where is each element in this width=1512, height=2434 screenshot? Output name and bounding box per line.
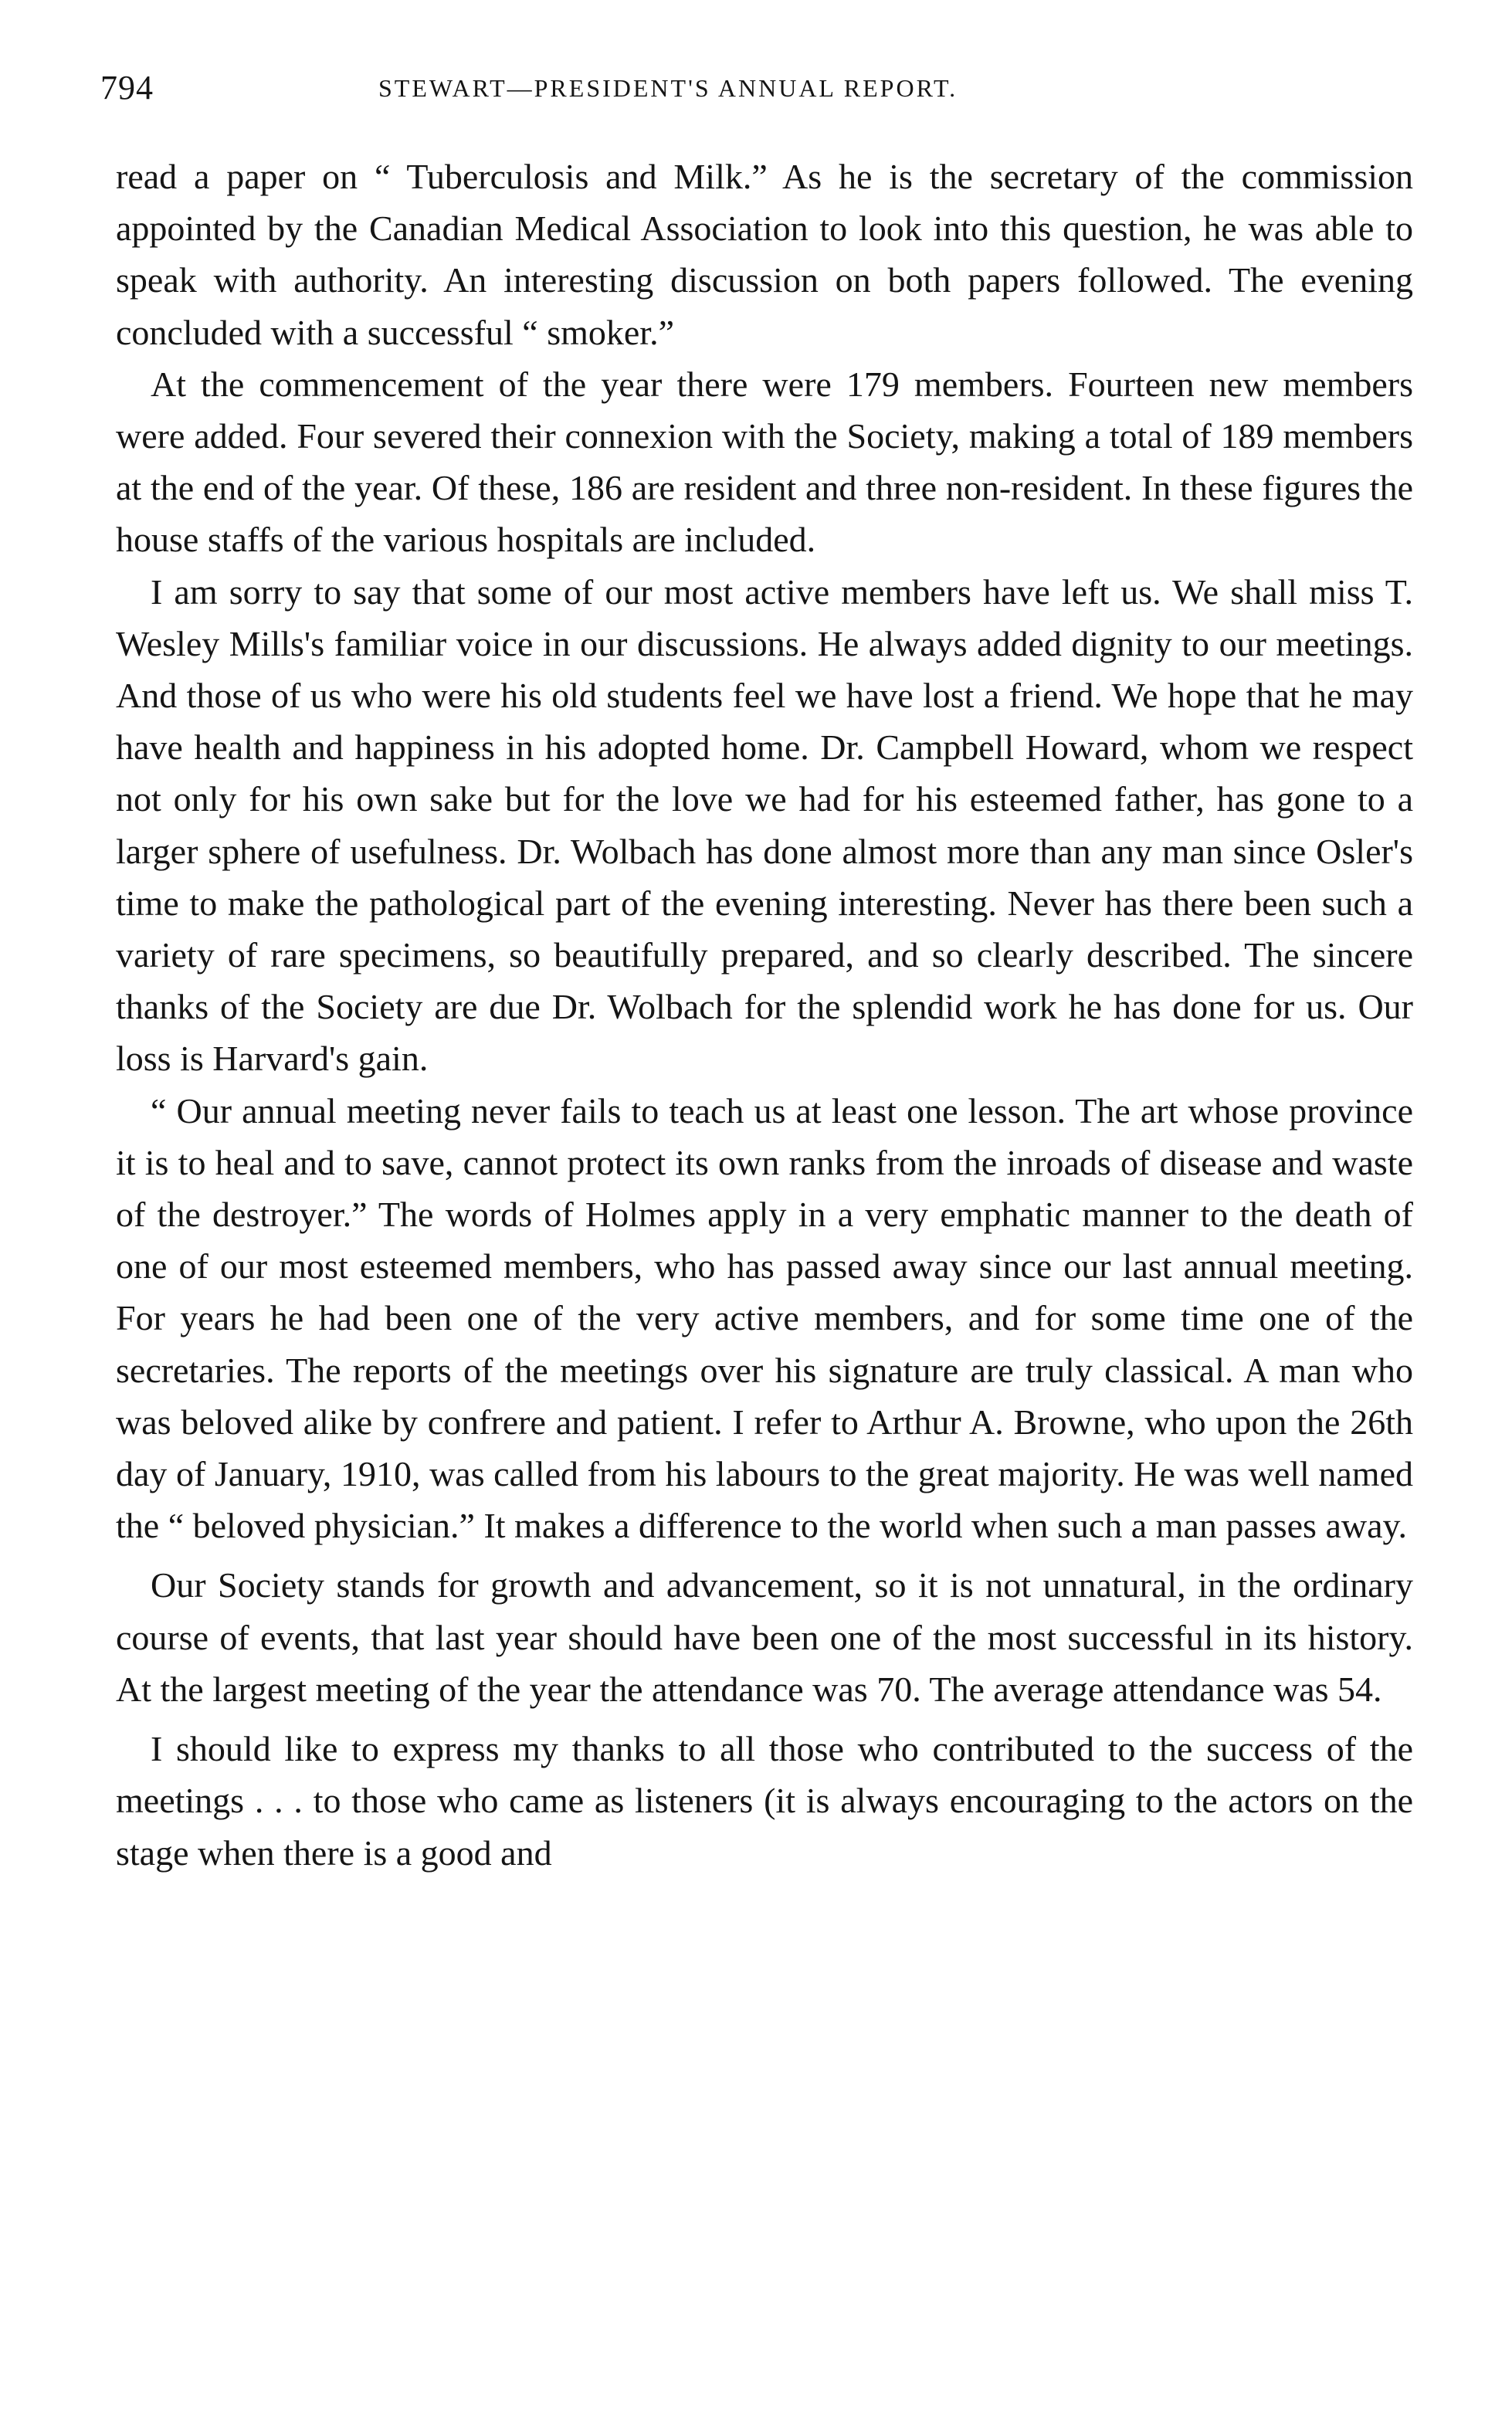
report-body — [116, 151, 1413, 1879]
paragraph-attendance: Our Society stands for growth and advancement, so it is not unnatural, in the ordinary course of events, that last year should have been one of the most successful in its history. At the largest meeting of the year the attendance was 70. The average attendance was 54. — [116, 1565, 1413, 1709]
running-head: STEWART—PRESIDENT'S ANNUAL REPORT. — [378, 74, 958, 102]
paragraph-thanks: I should like to express my thanks to all those who contributed to the success of the meetings . . . to those who came as listeners (it is always encouraging to the actors on the stage when there is a good and — [116, 1729, 1413, 1873]
page-number: 794 — [100, 69, 154, 107]
paragraph-membership: At the commencement of the year there were 179 members. Fourteen new members were added. Four severed their connexion with the Society, making a total of 189 members at the end of the year. Of these, 186 are resident and three non-resident. In these figures the house staffs of the various hospitals are included. — [116, 364, 1413, 560]
paragraph-continuation: read a paper on “ Tuberculosis and Milk.” As he is the secretary of the commission appointed by the Canadian Medical Association to look into this question, he was able to speak with authority. An interesting discussion on both papers followed. The evening concluded with a successful “ smoker.” — [116, 157, 1413, 352]
paragraph-departures: I am sorry to say that some of our most active members have left us. We shall miss T. Wesley Mills's familiar voice in our discussions. He always added dignity to our meetings. And those of us who were his old students feel we have lost a friend. We hope that he may have health and happiness in his adopted home. Dr. Campbell Howard, whom we respect not only for his own sake but for the love we had for his esteemed father, has gone to a larger sphere of usefulness. Dr. Wolbach has done almost more than any man since Osler's time to make the pathological part of the evening interesting. Never has there been such a variety of rare specimens, so beautifully prepared, and so clearly described. The sincere thanks of the Society are due Dr. Wolbach for the splendid work he has done for us. Our loss is Harvard's gain. — [116, 571, 1413, 1079]
page-header — [100, 68, 1413, 122]
paragraph-memorial: “ Our annual meeting never fails to teach us at least one lesson. The art whose province it is to heal and to save, cannot protect its own ranks from the inroads of disease and waste of the destroyer.” The words of Holmes apply in a very emphatic manner to the death of one of our most esteemed members, who has passed away since our last annual meeting. For years he had been one of the very active members, and for some time one of the secretaries. The reports of the meetings over his signature are truly classical. A man who was beloved alike by confrere and patient. I refer to Arthur A. Browne, who upon the 26th day of January, 1910, was called from his labours to the great majority. He was well named the “ beloved physician.” It makes a difference to the world when such a man passes away. — [116, 1090, 1413, 1546]
